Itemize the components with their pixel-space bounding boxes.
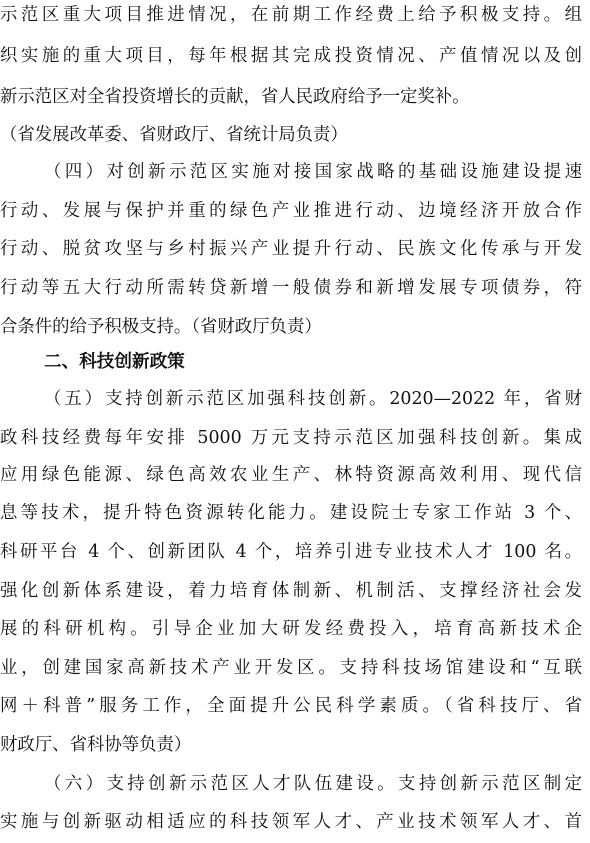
paragraph-4-line: 行动、脱贫攻坚与乡村振兴产业提升行动、民族文化传承与开发 [0, 239, 582, 259]
paragraph-4-line: 合条件的给予积极支持。（省财政厅负责） [0, 317, 322, 337]
paragraph-5-line: 科研平台 4 个、创新团队 4 个，培养引进专业技术人才 100 名。 [0, 542, 582, 562]
text-line: 织实施的重大项目，每年根据其完成投资情况、产值情况以及创 [0, 46, 582, 66]
paragraph-5-line: 强化创新体系建设，着力培育体制新、机制活、支撑经济社会发 [0, 581, 582, 601]
paragraph-4-line: 行动、发展与保护并重的绿色产业推进行动、边境经济开放合作 [0, 201, 582, 221]
paragraph-6-line: 实施与创新驱动相适应的科技领军人才、产业技术领军人才、首 [0, 812, 582, 832]
text-line: 新示范区对全省投资增长的贡献，省人民政府给予一定奖补。 [0, 87, 470, 107]
paragraph-5-line: （五）支持创新示范区加强科技创新。2020—2022 年，省财 [44, 389, 582, 409]
paragraph-5-line: 财政厅、省科协等负责） [0, 735, 192, 755]
paragraph-5-line: 业，创建国家高新技术产业开发区。支持科技场馆建设和“互联 [0, 658, 582, 678]
paragraph-5-line: 息等技术，提升特色资源转化能力。建设院士专家工作站 3 个、 [0, 503, 582, 523]
paragraph-4-line: 行动等五大行动所需转贷新增一般债券和新增发展专项债券，符 [0, 278, 582, 298]
paragraph-5-line: 网＋科普”服务工作，全面提升公民科学素质。（省科技厅、省 [0, 696, 582, 716]
paragraph-4-line: （四）对创新示范区实施对接国家战略的基础设施建设提速 [44, 162, 582, 182]
section-heading: 二、科技创新政策 [44, 352, 185, 372]
text-line: 示范区重大项目推进情况，在前期工作经费上给予积极支持。组 [0, 5, 582, 25]
paragraph-6-line: （六）支持创新示范区人才队伍建设。支持创新示范区制定 [44, 774, 582, 794]
responsible-departments: （省发展改革委、省财政厅、省统计局负责） [0, 125, 348, 145]
paragraph-5-line: 展的科研机构。引导企业加大研发经费投入，培育高新技术企 [0, 619, 582, 639]
paragraph-5-line: 应用绿色能源、绿色高效农业生产、林特资源高效利用、现代信 [0, 465, 582, 485]
paragraph-5-line: 政科技经费每年安排 5000 万元支持示范区加强科技创新。集成 [0, 428, 582, 448]
